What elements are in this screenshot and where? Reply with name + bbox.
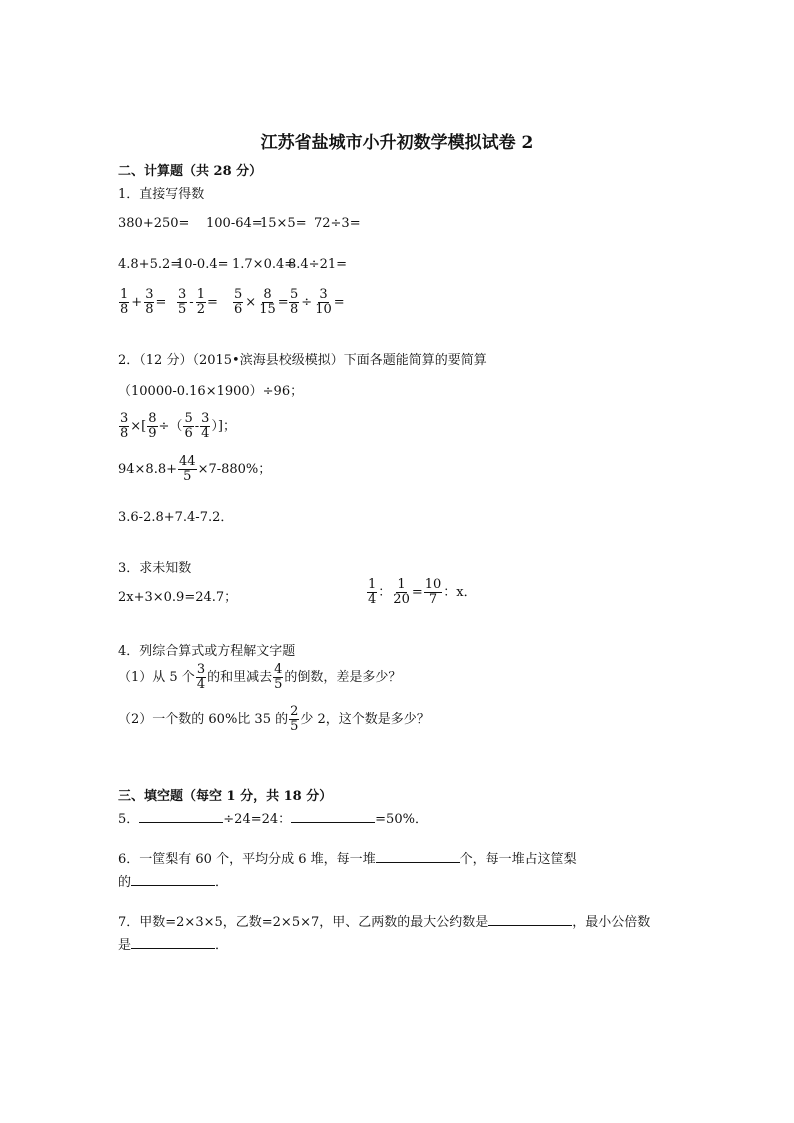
q1-r2-b: 10-0.4= xyxy=(176,257,229,272)
fraction: $\frac{1}{2}$ xyxy=(196,287,205,317)
fraction: $\frac{4}{5}$ xyxy=(274,662,283,692)
section-3-heading: 三、填空题（每空 1 分，共 18 分） xyxy=(118,789,333,804)
answer-blank[interactable] xyxy=(131,935,215,949)
q6-line-2: 的 ． xyxy=(118,871,228,890)
q1-r1-d: 72÷3= xyxy=(314,216,361,231)
fraction: $\frac{44}{5}$ xyxy=(179,454,196,484)
q2-expr-4: 3.6-2.8+7.4-7.2． xyxy=(118,510,234,525)
section-2-heading: 二、计算题（共 28 分） xyxy=(118,164,263,179)
q4-label: 4．列综合算式或方程解文字题 xyxy=(118,644,296,659)
fraction: $\frac{3}{5}$ xyxy=(178,287,187,317)
fraction: $\frac{8}{15}$ xyxy=(259,287,276,317)
answer-blank[interactable] xyxy=(376,849,460,863)
fraction: $\frac{5}{8}$ xyxy=(290,287,299,317)
q1-r3-d: $\frac{5}{8}$ ÷ $\frac{3}{10}$ = xyxy=(290,287,345,317)
q4-part-1: （1）从 5 个 $\frac{3}{4}$ 的和里减去 $\frac{4}{5}$ 的倒数，差是多少？ xyxy=(118,662,402,692)
answer-blank[interactable] xyxy=(139,809,223,823)
q1-r1-a: 380+250= xyxy=(118,216,190,231)
q3-label: 3．求未知数 xyxy=(118,561,192,576)
fraction: $\frac{3}{4}$ xyxy=(196,662,206,692)
fraction: $\frac{5}{6}$ xyxy=(184,411,193,441)
q4-part-2: （2）一个数的 60%比 35 的 $\frac{2}{5}$ 少 2，这个数是多少？ xyxy=(118,704,430,734)
fraction: $\frac{10}{7}$ xyxy=(424,577,442,607)
answer-blank[interactable] xyxy=(131,872,215,886)
q2-expr-2: $\frac{3}{8}$ ×[ $\frac{8}{9}$ ÷（ $\frac{5}{6}$ - $\frac{3}{4}$ ）]； xyxy=(120,411,236,441)
q1-r3-a: $\frac{1}{8}$ + $\frac{3}{8}$ = xyxy=(120,287,167,317)
fraction: $\frac{8}{9}$ xyxy=(148,411,157,441)
fraction: $\frac{2}{5}$ xyxy=(290,704,299,734)
answer-blank[interactable] xyxy=(488,912,572,926)
q7-line-2: 是 ． xyxy=(118,934,228,953)
q1-r2-a: 4.8+5.2= xyxy=(118,257,182,272)
q1-r3-b: $\frac{3}{5}$ - $\frac{1}{2}$ = xyxy=(178,287,218,317)
q7-line-1: 7．甲数=2×3×5，乙数=2×5×7，甲、乙两数的最大公约数是 ，最小公倍数 xyxy=(118,911,650,930)
q3-equation-2: $\frac{1}{4}$ ： $\frac{1}{20}$ = $\frac{10}{7}$ ：x． xyxy=(368,577,477,607)
q5: 5． ÷24=24： =50%． xyxy=(118,808,428,827)
fraction: $\frac{3}{10}$ xyxy=(315,287,332,317)
q1-r1-b: 100-64= xyxy=(206,216,263,231)
fraction: $\frac{3}{4}$ xyxy=(201,411,210,441)
fraction: $\frac{1}{8}$ xyxy=(120,287,129,317)
q1-label: 1．直接写得数 xyxy=(118,187,205,202)
q1-r2-d: 8.4÷21= xyxy=(288,257,348,272)
answer-blank[interactable] xyxy=(291,809,375,823)
q1-r2-c: 1.7×0.4= xyxy=(232,257,296,272)
q3-equation-1: 2x+3×0.9=24.7； xyxy=(118,590,238,605)
fraction: $\frac{5}{6}$ xyxy=(234,287,243,317)
fraction: $\frac{1}{4}$ xyxy=(368,577,377,607)
fraction: $\frac{1}{20}$ xyxy=(393,577,410,607)
q2-label: 2．（12 分）（2015•滨海县校级模拟）下面各题能简算的要简算 xyxy=(118,353,487,368)
q2-expr-1: （10000-0.16×1900）÷96； xyxy=(118,384,304,399)
fraction: $\frac{3}{8}$ xyxy=(145,287,154,317)
page-title: 江苏省盐城市小升初数学模拟试卷 2 xyxy=(260,133,534,153)
q1-r3-c: $\frac{5}{6}$ × $\frac{8}{15}$ = xyxy=(234,287,289,317)
q6-line-1: 6．一筐梨有 60 个，平均分成 6 堆，每一堆 个，每一堆占这筐梨 xyxy=(118,848,577,867)
q1-r1-c: 15×5= xyxy=(260,216,307,231)
q2-expr-3: 94×8.8+ $\frac{44}{5}$ ×7-880%； xyxy=(118,454,272,484)
fraction: $\frac{3}{8}$ xyxy=(120,411,129,441)
